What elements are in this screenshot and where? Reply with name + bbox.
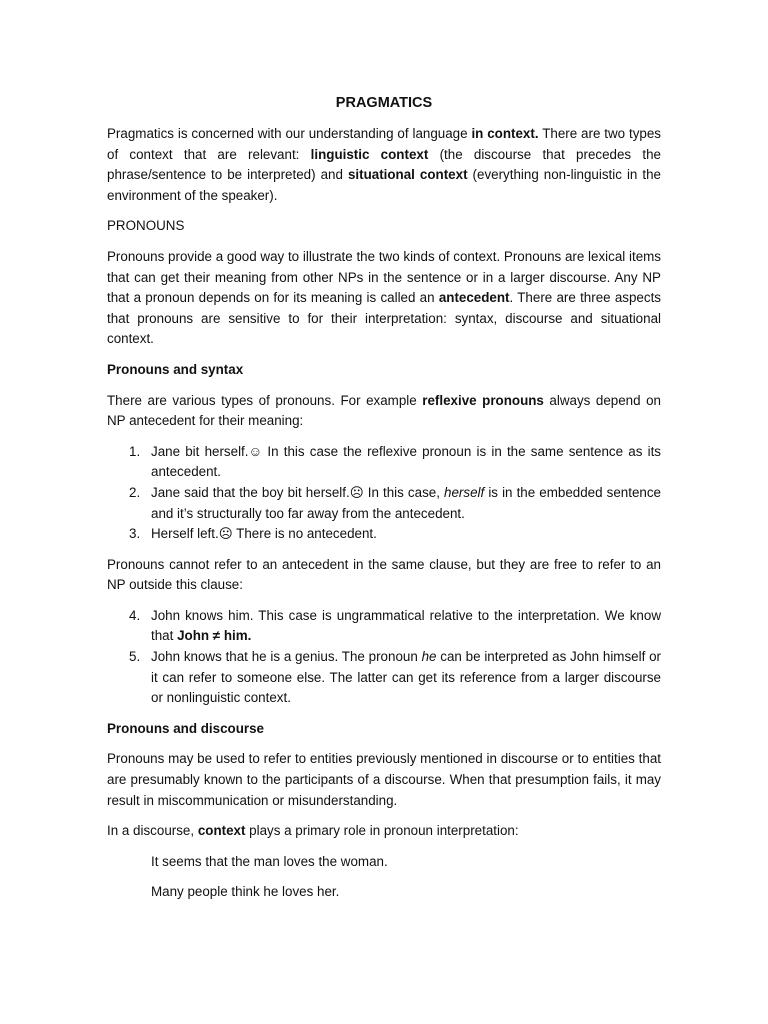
example-list-clause: [107, 606, 661, 709]
context-paragraph: In a discourse, context plays a primary role in pronoun interpretation:: [107, 823, 519, 839]
pronouns-paragraph: Pronouns provide a good way to illustrate the two kinds of context. Pronouns are lexical items that can get their meaning from other NPs in the sentence or in a larger discourse. Any NP that a pronoun depends on for its meaning is called an antecedent. There are three aspects that pronouns are sensitive to for their interpretation: syntax, discourse and situational context.: [107, 248, 661, 347]
list-item: 3. Herself left.☹ There is no antecedent.: [129, 526, 377, 542]
page-title: PRAGMATICS: [335, 95, 433, 111]
example-sentence-1: It seems that the man loves the woman.: [151, 853, 388, 869]
clause-paragraph: Pronouns cannot refer to an antecedent in the same clause, but they are free to refer to an NP outside this clause:: [107, 556, 661, 593]
list-item: 4. John knows him. This case is ungrammatical relative to the interpretation. We know that John ≠ him.: [129, 607, 661, 644]
example-sentence-2: Many people think he loves her.: [151, 884, 340, 900]
list-item: 2. Jane said that the boy bit herself.☹ In this case, herself is in the embedded sentence and it’s structurally too far away from the antecedent.: [129, 484, 661, 521]
list-item: 5. John knows that he is a genius. The pronoun he can be interpreted as John himself or it can refer to someone else. The latter can get its reference from a larger discourse or nonlinguistic context.: [129, 649, 661, 706]
example-list-reflexive: [107, 442, 661, 545]
discourse-paragraph: Pronouns may be used to refer to entities previously mentioned in discourse or to entities that are presumably known to the participants of a discourse. When that presumption fails, it may result in miscommunication or misunderstanding.: [107, 751, 661, 808]
list-item: 1. Jane bit herself.☺ In this case the reflexive pronoun is in the same sentence as its antecedent.: [129, 443, 661, 480]
section-heading-syntax: Pronouns and syntax: [107, 361, 244, 377]
section-heading-discourse: Pronouns and discourse: [107, 720, 264, 736]
syntax-paragraph: There are various types of pronouns. For example reflexive pronouns always depend on NP antecedent for their meaning:: [107, 392, 661, 429]
intro-paragraph: Pragmatics is concerned with our understanding of language in context. There are two types of context that are relevant: linguistic context (the discourse that precedes the phrase/sentence to be interpreted) and situational context (everything non-linguistic in the environment of the speaker).: [107, 126, 661, 203]
section-heading-pronouns: PRONOUNS: [107, 218, 185, 234]
